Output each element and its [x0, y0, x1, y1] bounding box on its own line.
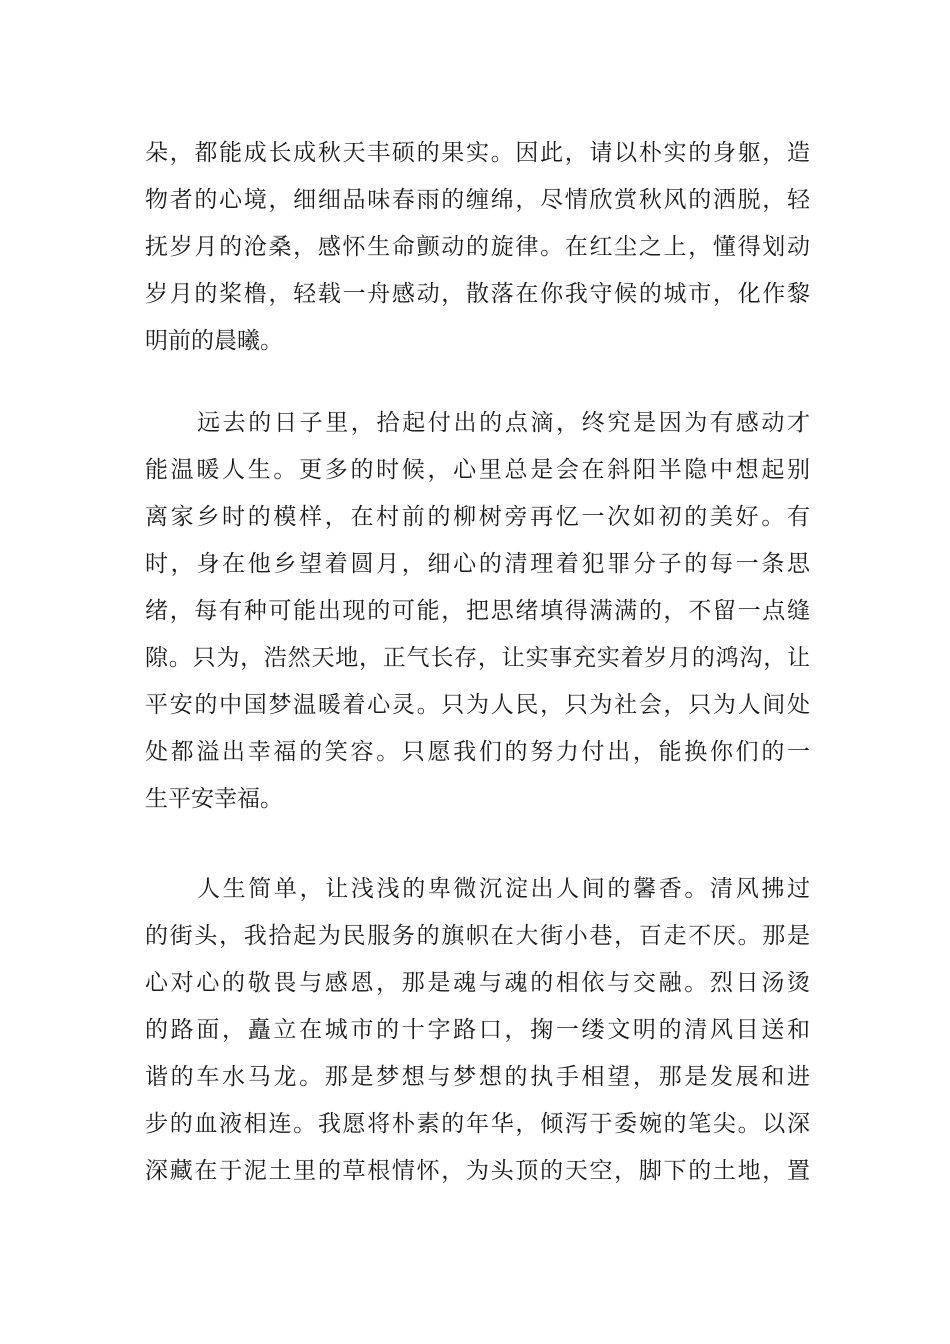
paragraph-2	[145, 400, 810, 823]
paragraph-line: 平安的中国梦温暖着心灵。只为人民，只为社会，只为人间处	[145, 692, 810, 718]
paragraph-line: 生平安幸福。	[145, 786, 283, 812]
paragraph-line: 深藏在于泥土里的草根情怀，为头顶的天空，脚下的土地，置	[145, 1158, 810, 1184]
paragraph-line: 处都溢出幸福的笑容。只愿我们的努力付出，能换你们的一	[145, 739, 810, 765]
paragraph-line: 步的血液相连。我愿将朴素的年华，倾泻于委婉的笔尖。以深	[145, 1111, 810, 1137]
paragraph-line: 朵，都能成长成秋天丰硕的果实。因此，请以朴实的身躯，造	[145, 140, 810, 166]
paragraph-line: 心对心的敬畏与感恩，那是魂与魂的相依与交融。烈日汤烫	[145, 970, 810, 996]
paragraph-3	[145, 866, 810, 1195]
paragraph-line: 离家乡时的模样，在村前的柳树旁再忆一次如初的美好。有	[145, 504, 810, 530]
paragraph-line: 明前的晨曦。	[145, 328, 283, 354]
paragraph-line: 绪，每有种可能出现的可能，把思绪填得满满的，不留一点缝	[145, 598, 810, 624]
paragraph-1	[145, 130, 810, 365]
paragraph-line: 物者的心境，细细品味春雨的缠绵，尽情欣赏秋风的洒脱，轻	[145, 187, 810, 213]
paragraph-line: 抚岁月的沧桑，感怀生命颤动的旋律。在红尘之上，懂得划动	[145, 234, 810, 260]
paragraph-line: 远去的日子里，拾起付出的点滴，终究是因为有感动才	[197, 410, 810, 436]
paragraph-line: 时，身在他乡望着圆月，细心的清理着犯罪分子的每一条思	[145, 551, 810, 577]
paragraph-line: 岁月的桨橹，轻载一舟感动，散落在你我守候的城市，化作黎	[145, 281, 810, 307]
paragraph-line: 人生简单，让浅浅的卑微沉淀出人间的馨香。清风拂过	[197, 876, 810, 902]
paragraph-line: 隙。只为，浩然天地，正气长存，让实事充实着岁月的鸿沟，让	[145, 645, 810, 671]
paragraph-line: 的路面，矗立在城市的十字路口，掬一缕文明的清风目送和	[145, 1017, 810, 1043]
paragraph-line: 谐的车水马龙。那是梦想与梦想的执手相望，那是发展和进	[145, 1064, 810, 1090]
paragraph-line: 能温暖人生。更多的时候，心里总是会在斜阳半隐中想起别	[145, 457, 810, 483]
paragraph-line: 的街头，我拾起为民服务的旗帜在大街小巷，百走不厌。那是	[145, 923, 810, 949]
